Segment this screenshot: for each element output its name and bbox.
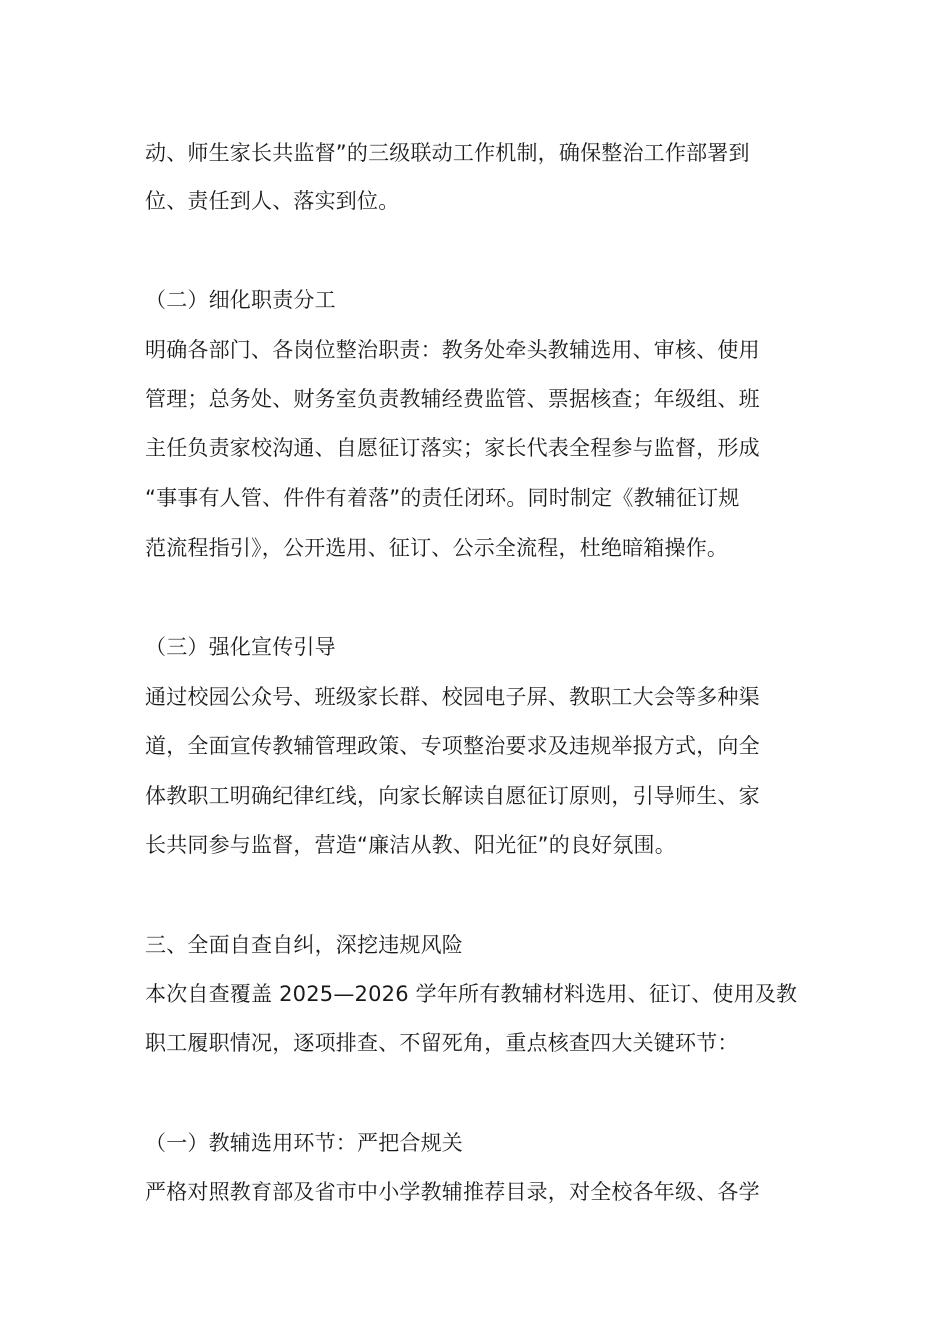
paragraph-line: 道，全面宣传教辅管理政策、专项整治要求及违规举报方式，向全: [145, 734, 760, 758]
paragraph-line: 范流程指引》，公开选用、征订、公示全流程，杜绝暗箱操作。: [145, 536, 729, 560]
paragraph-line: 本次自查覆盖 2025—2026 学年所有教辅材料选用、征订、使用及教: [145, 982, 798, 1006]
paragraph-line: 通过校园公众号、班级家长群、校园电子屏、教职工大会等多种渠: [145, 685, 760, 709]
paragraph-line: 主任负责家校沟通、自愿征订落实；家长代表全程参与监督，形成: [145, 436, 760, 460]
chapter-heading: 三、全面自查自纠，深挖违规风险: [145, 933, 463, 957]
paragraph-line: 管理；总务处、财务室负责教辅经费监管、票据核查；年级组、班: [145, 387, 760, 411]
section-heading: （三）强化宣传引导: [145, 635, 336, 659]
paragraph-line: 严格对照教育部及省市中小学教辅推荐目录，对全校各年级、各学: [145, 1180, 760, 1204]
paragraph-line: 位、责任到人、落实到位。: [145, 189, 400, 213]
section-heading: （二）细化职责分工: [145, 288, 336, 312]
paragraph-line: 职工履职情况，逐项排查、不留死角，重点核查四大关键环节：: [145, 1031, 739, 1055]
paragraph-line: 体教职工明确纪律红线，向家长解读自愿征订原则，引导师生、家: [145, 784, 760, 808]
paragraph-line: 长共同参与监督，营造“廉洁从教、阳光征”的良好氛围。: [145, 833, 676, 857]
paragraph-line: 明确各部门、各岗位整治职责：教务处牵头教辅选用、审核、使用: [145, 338, 760, 362]
section-heading: （一）教辅选用环节：严把合规关: [145, 1131, 463, 1155]
paragraph-line: 动、师生家长共监督”的三级联动工作机制，确保整治工作部署到: [145, 141, 750, 165]
paragraph-line: “事事有人管、件件有着落”的责任闭环。同时制定《教辅征订规: [145, 486, 740, 510]
